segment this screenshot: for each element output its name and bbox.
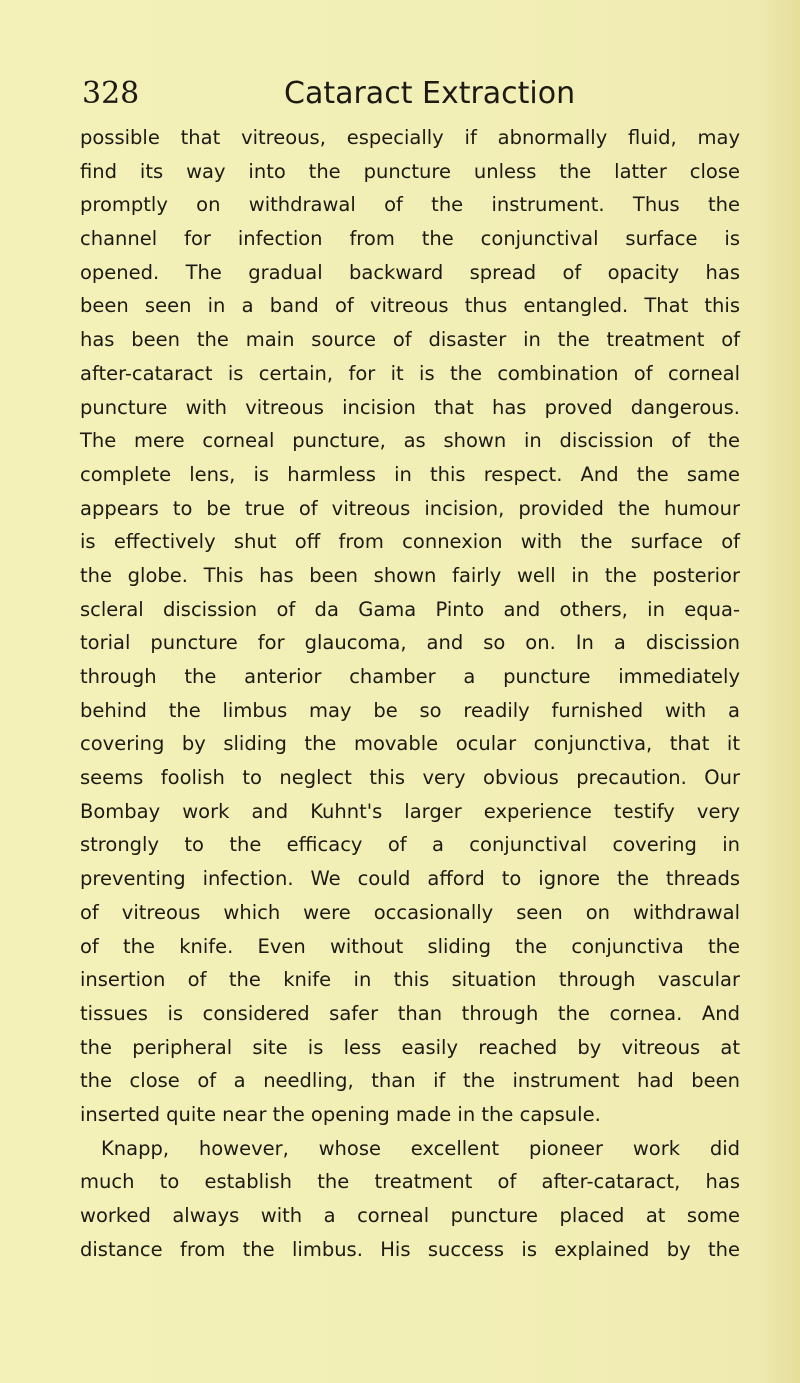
text-line: distance from the limbus. His success is explained by the bbox=[80, 1237, 740, 1261]
text-line: find its way into the puncture unless the latter close bbox=[80, 159, 740, 183]
text-line: worked always with a corneal puncture placed at some bbox=[80, 1204, 740, 1227]
text-line: The mere corneal puncture, as shown in discission of the bbox=[80, 429, 740, 453]
text-line-paragraph-start: Knapp, however, whose excellent pioneer work did bbox=[101, 1136, 740, 1160]
text-line: puncture with vitreous incision that has proved dangerous. bbox=[80, 395, 740, 419]
text-line: the globe. This has been shown fairly well in the posterior bbox=[80, 563, 740, 587]
text-line: been seen in a band of vitreous thus entangled. That this bbox=[80, 294, 740, 318]
text-line: through the anterior chamber a puncture immediately bbox=[80, 665, 740, 688]
text-line: the peripheral site is less easily reached by vitreous at bbox=[80, 1035, 740, 1059]
text-line: insertion of the knife in this situation through vascular bbox=[80, 968, 740, 992]
text-line: behind the limbus may be so readily furnished with a bbox=[80, 698, 740, 722]
text-line: strongly to the efficacy of a conjunctival covering in bbox=[80, 833, 740, 857]
text-line: the close of a needling, than if the instrument had been bbox=[80, 1069, 740, 1093]
text-line: appears to be true of vitreous incision, provided the humour bbox=[80, 496, 740, 520]
text-line: is effectively shut off from connexion with the surface of bbox=[80, 530, 740, 554]
text-line: inserted quite near the opening made in the capsule. bbox=[80, 1102, 601, 1126]
text-line: after-cataract is certain, for it is the combination of corneal bbox=[80, 361, 740, 385]
page-number: 328 bbox=[82, 76, 140, 111]
text-line: torial puncture for glaucoma, and so on. In a discission bbox=[80, 631, 740, 655]
text-line: tissues is considered safer than through the cornea. And bbox=[80, 1001, 740, 1025]
text-line: preventing infection. We could afford to ignore the threads bbox=[80, 867, 740, 891]
text-line: channel for infection from the conjunctival surface is bbox=[80, 227, 740, 251]
text-line: has been the main source of disaster in the treatment of bbox=[80, 328, 740, 352]
body-text bbox=[80, 121, 740, 1266]
text-line: scleral discission of da Gama Pinto and others, in equa- bbox=[80, 597, 740, 621]
text-line: promptly on withdrawal of the instrument. Thus the bbox=[80, 193, 740, 217]
text-line: much to establish the treatment of after-cataract, has bbox=[80, 1170, 740, 1194]
text-line: of vitreous which were occasionally seen on withdrawal bbox=[80, 900, 740, 924]
text-line: seems foolish to neglect this very obvious precaution. Our bbox=[80, 766, 740, 790]
page-header bbox=[82, 74, 732, 120]
running-title: Cataract Extraction bbox=[284, 76, 576, 111]
text-line: covering by sliding the movable ocular conjunctiva, that it bbox=[80, 732, 740, 756]
text-line: of the knife. Even without sliding the conjunctiva the bbox=[80, 934, 740, 958]
text-line: possible that vitreous, especially if abnormally fluid, may bbox=[80, 126, 740, 149]
text-line: opened. The gradual backward spread of opacity has bbox=[80, 260, 740, 284]
text-line: complete lens, is harmless in this respect. And the same bbox=[80, 462, 740, 486]
text-line: Bombay work and Kuhnt's larger experience testify very bbox=[80, 799, 740, 823]
